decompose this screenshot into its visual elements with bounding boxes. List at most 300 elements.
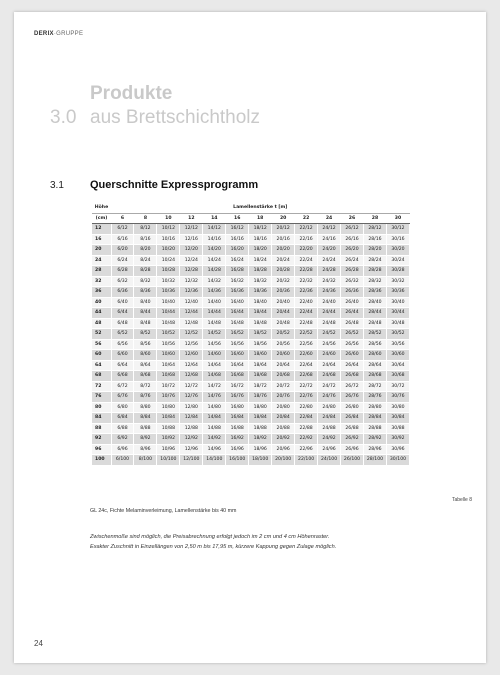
row-height-label: 32 bbox=[92, 276, 111, 287]
table-cell: 12/16 bbox=[180, 234, 203, 245]
column-header: 16 bbox=[226, 213, 249, 224]
table-cell: 20/84 bbox=[272, 413, 295, 424]
table-cell: 16/60 bbox=[226, 350, 249, 361]
table-cell: 8/44 bbox=[134, 308, 157, 319]
table-cell: 14/92 bbox=[203, 434, 226, 445]
section-title: Querschnitte Expressprogramm bbox=[90, 179, 259, 191]
table-cell: 8/16 bbox=[134, 234, 157, 245]
table-cell: 10/40 bbox=[157, 297, 180, 308]
note-text bbox=[90, 532, 336, 552]
table-cell: 18/92 bbox=[249, 434, 272, 445]
table-cell: 8/36 bbox=[134, 287, 157, 298]
table-cell: 6/16 bbox=[111, 234, 134, 245]
table-cell: 28/96 bbox=[363, 444, 386, 455]
row-height-label: 76 bbox=[92, 392, 111, 403]
row-height-label: 28 bbox=[92, 266, 111, 277]
table-row bbox=[92, 329, 410, 340]
table-cell: 6/60 bbox=[111, 350, 134, 361]
table-cell: 14/44 bbox=[203, 308, 226, 319]
table-cell: 12/88 bbox=[180, 423, 203, 434]
table-cell: 10/48 bbox=[157, 318, 180, 329]
table-row bbox=[92, 360, 410, 371]
table-cell: 12/28 bbox=[180, 266, 203, 277]
table-cell: 16/24 bbox=[226, 255, 249, 266]
table-row bbox=[92, 287, 410, 298]
row-height-label: 24 bbox=[92, 255, 111, 266]
table-cell: 18/60 bbox=[249, 350, 272, 361]
table-cell: 26/64 bbox=[341, 360, 364, 371]
table-cell: 6/96 bbox=[111, 444, 134, 455]
table-cell: 20/60 bbox=[272, 350, 295, 361]
brand-name: DERIX bbox=[34, 31, 54, 37]
table-cell: 28/36 bbox=[363, 287, 386, 298]
table-cell: 26/76 bbox=[341, 392, 364, 403]
table-cell: 16/48 bbox=[226, 318, 249, 329]
table-cell: 24/100 bbox=[318, 455, 341, 466]
table-cell: 28/24 bbox=[363, 255, 386, 266]
table-cell: 12/40 bbox=[180, 297, 203, 308]
table-cell: 22/12 bbox=[295, 224, 318, 235]
table-cell: 14/100 bbox=[203, 455, 226, 466]
table-cell: 14/16 bbox=[203, 234, 226, 245]
table-row bbox=[92, 444, 410, 455]
table-cell: 28/64 bbox=[363, 360, 386, 371]
table-cell: 18/12 bbox=[249, 224, 272, 235]
table-cell: 22/64 bbox=[295, 360, 318, 371]
table-cell: 16/36 bbox=[226, 287, 249, 298]
table-cell: 28/72 bbox=[363, 381, 386, 392]
table-cell: 14/80 bbox=[203, 402, 226, 413]
table-cell: 18/76 bbox=[249, 392, 272, 403]
table-cell: 26/20 bbox=[341, 245, 364, 256]
table-cell: 16/32 bbox=[226, 276, 249, 287]
row-height-label: 40 bbox=[92, 297, 111, 308]
table-cell: 8/48 bbox=[134, 318, 157, 329]
table-cell: 10/32 bbox=[157, 276, 180, 287]
table-cell: 30/40 bbox=[386, 297, 409, 308]
table-cell: 20/52 bbox=[272, 329, 295, 340]
table-cell: 16/16 bbox=[226, 234, 249, 245]
table-cell: 28/88 bbox=[363, 423, 386, 434]
table-cell: 6/88 bbox=[111, 423, 134, 434]
table-cell: 16/76 bbox=[226, 392, 249, 403]
table-cell: 10/96 bbox=[157, 444, 180, 455]
table-cell: 12/76 bbox=[180, 392, 203, 403]
table-cell: 8/100 bbox=[134, 455, 157, 466]
column-header: 10 bbox=[157, 213, 180, 224]
table-cell: 8/60 bbox=[134, 350, 157, 361]
table-cell: 12/24 bbox=[180, 255, 203, 266]
table-cell: 12/48 bbox=[180, 318, 203, 329]
table-cell: 12/44 bbox=[180, 308, 203, 319]
table-cell: 10/12 bbox=[157, 224, 180, 235]
table-cell: 12/84 bbox=[180, 413, 203, 424]
table-cell: 16/80 bbox=[226, 402, 249, 413]
table-cell: 24/80 bbox=[318, 402, 341, 413]
table-cell: 20/32 bbox=[272, 276, 295, 287]
column-header: 6 bbox=[111, 213, 134, 224]
row-height-label: 56 bbox=[92, 339, 111, 350]
table-cell: 26/36 bbox=[341, 287, 364, 298]
table-cell: 30/28 bbox=[386, 266, 409, 277]
table-cell: 14/24 bbox=[203, 255, 226, 266]
table-cell: 24/20 bbox=[318, 245, 341, 256]
table-row bbox=[92, 423, 410, 434]
table-cell: 16/88 bbox=[226, 423, 249, 434]
table-cell: 8/12 bbox=[134, 224, 157, 235]
table-cell: 24/92 bbox=[318, 434, 341, 445]
table-cell: 20/24 bbox=[272, 255, 295, 266]
table-cell: 10/16 bbox=[157, 234, 180, 245]
table-cell: 6/28 bbox=[111, 266, 134, 277]
table-cell: 24/96 bbox=[318, 444, 341, 455]
table-cell: 28/60 bbox=[363, 350, 386, 361]
table-cell: 12/96 bbox=[180, 444, 203, 455]
note-line: Zwischenmoße sind möglich, die Preisabrechnung erfolgt jedoch im 2 cm und 4 cm Höhenraster. bbox=[90, 534, 330, 540]
table-cell: 22/44 bbox=[295, 308, 318, 319]
row-height-label: 60 bbox=[92, 350, 111, 361]
row-height-label: 72 bbox=[92, 381, 111, 392]
table-cell: 22/52 bbox=[295, 329, 318, 340]
table-cell: 30/44 bbox=[386, 308, 409, 319]
table-cell: 22/48 bbox=[295, 318, 318, 329]
table-row bbox=[92, 402, 410, 413]
table-row bbox=[92, 297, 410, 308]
table-cell: 22/80 bbox=[295, 402, 318, 413]
table-cell: 6/20 bbox=[111, 245, 134, 256]
table-cell: 10/88 bbox=[157, 423, 180, 434]
table-cell: 8/32 bbox=[134, 276, 157, 287]
table-cell: 18/64 bbox=[249, 360, 272, 371]
table-cell: 10/68 bbox=[157, 371, 180, 382]
table-cell: 10/100 bbox=[157, 455, 180, 466]
table-cell: 8/88 bbox=[134, 423, 157, 434]
table-cell: 12/68 bbox=[180, 371, 203, 382]
table-row bbox=[92, 318, 410, 329]
table-cell: 10/80 bbox=[157, 402, 180, 413]
table-cell: 24/72 bbox=[318, 381, 341, 392]
table-cell: 30/20 bbox=[386, 245, 409, 256]
table-cell: 26/56 bbox=[341, 339, 364, 350]
cross-section-table bbox=[92, 203, 410, 466]
table-cell: 26/52 bbox=[341, 329, 364, 340]
table-cell: 10/84 bbox=[157, 413, 180, 424]
table-cell: 20/92 bbox=[272, 434, 295, 445]
column-header: 30 bbox=[386, 213, 409, 224]
table-cell: 6/76 bbox=[111, 392, 134, 403]
table-cell: 26/48 bbox=[341, 318, 364, 329]
table-cell: 18/96 bbox=[249, 444, 272, 455]
table-cell: 30/80 bbox=[386, 402, 409, 413]
table-cell: 6/92 bbox=[111, 434, 134, 445]
table-cell: 6/36 bbox=[111, 287, 134, 298]
table-cell: 28/44 bbox=[363, 308, 386, 319]
table-cell: 20/100 bbox=[272, 455, 295, 466]
table-cell: 14/72 bbox=[203, 381, 226, 392]
note-line: Exakter Zuschnitt in Einzellängen von 2,50 m bis 17,95 m, kürzere Kappung gegen Zulage möglich. bbox=[90, 544, 337, 550]
table-cell: 22/60 bbox=[295, 350, 318, 361]
table-cell: 30/24 bbox=[386, 255, 409, 266]
row-height-label: 36 bbox=[92, 287, 111, 298]
table-cell: 28/28 bbox=[363, 266, 386, 277]
table-cell: 10/72 bbox=[157, 381, 180, 392]
table-cell: 16/56 bbox=[226, 339, 249, 350]
table-cell: 26/32 bbox=[341, 276, 364, 287]
table-cell: 24/16 bbox=[318, 234, 341, 245]
table-cell: 20/40 bbox=[272, 297, 295, 308]
table-row bbox=[92, 308, 410, 319]
table-cell: 20/72 bbox=[272, 381, 295, 392]
table-cell: 26/68 bbox=[341, 371, 364, 382]
table-cell: 22/72 bbox=[295, 381, 318, 392]
table-cell: 18/16 bbox=[249, 234, 272, 245]
table-cell: 16/84 bbox=[226, 413, 249, 424]
corner-label-height: Höhe bbox=[92, 203, 111, 213]
table-row bbox=[92, 234, 410, 245]
table-cell: 18/100 bbox=[249, 455, 272, 466]
table-cell: 20/48 bbox=[272, 318, 295, 329]
table-cell: 8/68 bbox=[134, 371, 157, 382]
page-subtitle bbox=[50, 107, 260, 129]
table-cell: 24/84 bbox=[318, 413, 341, 424]
table-cell: 24/88 bbox=[318, 423, 341, 434]
table-cell: 16/40 bbox=[226, 297, 249, 308]
table-cell: 10/76 bbox=[157, 392, 180, 403]
table-row bbox=[92, 276, 410, 287]
table-cell: 20/68 bbox=[272, 371, 295, 382]
table-cell: 6/12 bbox=[111, 224, 134, 235]
table-cell: 18/28 bbox=[249, 266, 272, 277]
table-cell: 24/32 bbox=[318, 276, 341, 287]
table-cell: 18/24 bbox=[249, 255, 272, 266]
chapter-title: aus Brettschichtholz bbox=[90, 107, 261, 128]
table-cell: 16/100 bbox=[226, 455, 249, 466]
table-cell: 16/72 bbox=[226, 381, 249, 392]
table-cell: 30/64 bbox=[386, 360, 409, 371]
table-cell: 28/92 bbox=[363, 434, 386, 445]
table-cell: 8/92 bbox=[134, 434, 157, 445]
table-cell: 10/28 bbox=[157, 266, 180, 277]
table-cell: 26/72 bbox=[341, 381, 364, 392]
table-cell: 24/52 bbox=[318, 329, 341, 340]
table-cell: 26/60 bbox=[341, 350, 364, 361]
table-cell: 22/76 bbox=[295, 392, 318, 403]
table-cell: 14/52 bbox=[203, 329, 226, 340]
table-cell: 30/32 bbox=[386, 276, 409, 287]
table-cell: 14/76 bbox=[203, 392, 226, 403]
table-cell: 18/72 bbox=[249, 381, 272, 392]
table-cell: 22/32 bbox=[295, 276, 318, 287]
table-cell: 12/36 bbox=[180, 287, 203, 298]
table-cell: 24/68 bbox=[318, 371, 341, 382]
table-cell: 28/20 bbox=[363, 245, 386, 256]
table-cell: 22/88 bbox=[295, 423, 318, 434]
table-cell: 6/100 bbox=[111, 455, 134, 466]
table-cell: 30/12 bbox=[386, 224, 409, 235]
table-cell: 14/12 bbox=[203, 224, 226, 235]
table-cell: 12/72 bbox=[180, 381, 203, 392]
table-cell: 30/52 bbox=[386, 329, 409, 340]
row-height-label: 80 bbox=[92, 402, 111, 413]
row-height-label: 96 bbox=[92, 444, 111, 455]
table-cell: 8/40 bbox=[134, 297, 157, 308]
table-cell: 20/56 bbox=[272, 339, 295, 350]
table-cell: 20/20 bbox=[272, 245, 295, 256]
table-cell: 12/52 bbox=[180, 329, 203, 340]
table-row bbox=[92, 392, 410, 403]
table-row bbox=[92, 266, 410, 277]
table-cell: 26/12 bbox=[341, 224, 364, 235]
table-cell: 24/64 bbox=[318, 360, 341, 371]
table-cell: 28/76 bbox=[363, 392, 386, 403]
table-cell: 20/16 bbox=[272, 234, 295, 245]
table-cell: 18/84 bbox=[249, 413, 272, 424]
table-row bbox=[92, 413, 410, 424]
table-footnote: GL 24c, Fichte Melaminverleimung, Lamellenstärke bis 40 mm bbox=[90, 508, 237, 514]
table-cell: 28/68 bbox=[363, 371, 386, 382]
table-cell: 26/24 bbox=[341, 255, 364, 266]
table-cell: 6/52 bbox=[111, 329, 134, 340]
table-cell: 26/16 bbox=[341, 234, 364, 245]
table-cell: 20/36 bbox=[272, 287, 295, 298]
table-cell: 18/88 bbox=[249, 423, 272, 434]
table-cell: 14/48 bbox=[203, 318, 226, 329]
table-row bbox=[92, 224, 410, 235]
table-cell: 18/80 bbox=[249, 402, 272, 413]
table-cell: 16/92 bbox=[226, 434, 249, 445]
table-cell: 16/52 bbox=[226, 329, 249, 340]
table-cell: 30/72 bbox=[386, 381, 409, 392]
row-height-label: 48 bbox=[92, 318, 111, 329]
table-cell: 10/44 bbox=[157, 308, 180, 319]
table-cell: 8/20 bbox=[134, 245, 157, 256]
corner-label-unit: (cm) bbox=[92, 213, 111, 224]
table-cell: 28/56 bbox=[363, 339, 386, 350]
table-cell: 20/44 bbox=[272, 308, 295, 319]
table-cell: 8/64 bbox=[134, 360, 157, 371]
table-cell: 30/96 bbox=[386, 444, 409, 455]
table-cell: 30/76 bbox=[386, 392, 409, 403]
table-row bbox=[92, 339, 410, 350]
table-cell: 6/40 bbox=[111, 297, 134, 308]
column-header: 18 bbox=[249, 213, 272, 224]
table-cell: 8/52 bbox=[134, 329, 157, 340]
table-cell: 30/92 bbox=[386, 434, 409, 445]
table-cell: 6/24 bbox=[111, 255, 134, 266]
table-cell: 24/76 bbox=[318, 392, 341, 403]
table-cell: 22/96 bbox=[295, 444, 318, 455]
table-cell: 28/48 bbox=[363, 318, 386, 329]
column-header: 14 bbox=[203, 213, 226, 224]
table-cell: 14/96 bbox=[203, 444, 226, 455]
table-cell: 12/100 bbox=[180, 455, 203, 466]
table-row bbox=[92, 245, 410, 256]
table-cell: 30/60 bbox=[386, 350, 409, 361]
table-cell: 6/68 bbox=[111, 371, 134, 382]
table-cell: 14/88 bbox=[203, 423, 226, 434]
column-header: 20 bbox=[272, 213, 295, 224]
table-cell: 24/60 bbox=[318, 350, 341, 361]
table-cell: 14/36 bbox=[203, 287, 226, 298]
table-row bbox=[92, 255, 410, 266]
table-row bbox=[92, 350, 410, 361]
table-cell: 24/24 bbox=[318, 255, 341, 266]
table-cell: 20/76 bbox=[272, 392, 295, 403]
table-cell: 18/56 bbox=[249, 339, 272, 350]
table-cell: 28/32 bbox=[363, 276, 386, 287]
table-cell: 14/40 bbox=[203, 297, 226, 308]
table-cell: 16/44 bbox=[226, 308, 249, 319]
table-cell: 12/80 bbox=[180, 402, 203, 413]
table-cell: 26/96 bbox=[341, 444, 364, 455]
row-height-label: 84 bbox=[92, 413, 111, 424]
table-cell: 6/44 bbox=[111, 308, 134, 319]
column-header: 26 bbox=[341, 213, 364, 224]
table-cell: 24/36 bbox=[318, 287, 341, 298]
table-cell: 12/56 bbox=[180, 339, 203, 350]
table-cell: 6/64 bbox=[111, 360, 134, 371]
page-number: 24 bbox=[34, 639, 43, 648]
row-height-label: 20 bbox=[92, 245, 111, 256]
table-cell: 26/100 bbox=[341, 455, 364, 466]
section-number: 3.1 bbox=[50, 180, 64, 191]
table-cell: 14/68 bbox=[203, 371, 226, 382]
table-cell: 16/20 bbox=[226, 245, 249, 256]
table-cell: 10/24 bbox=[157, 255, 180, 266]
table-cell: 30/68 bbox=[386, 371, 409, 382]
table-cell: 10/56 bbox=[157, 339, 180, 350]
table-cell: 30/48 bbox=[386, 318, 409, 329]
table-cell: 24/44 bbox=[318, 308, 341, 319]
row-height-label: 92 bbox=[92, 434, 111, 445]
table-cell: 30/100 bbox=[386, 455, 409, 466]
table-row bbox=[92, 381, 410, 392]
table-cell: 6/32 bbox=[111, 276, 134, 287]
row-height-label: 16 bbox=[92, 234, 111, 245]
table-cell: 8/72 bbox=[134, 381, 157, 392]
table-cell: 20/64 bbox=[272, 360, 295, 371]
table-cell: 18/52 bbox=[249, 329, 272, 340]
table-cell: 24/12 bbox=[318, 224, 341, 235]
table-row bbox=[92, 434, 410, 445]
table-cell: 8/76 bbox=[134, 392, 157, 403]
table-cell: 24/56 bbox=[318, 339, 341, 350]
table-cell: 18/20 bbox=[249, 245, 272, 256]
table-cell: 14/20 bbox=[203, 245, 226, 256]
table-cell: 28/52 bbox=[363, 329, 386, 340]
table-cell: 18/68 bbox=[249, 371, 272, 382]
table-cell: 20/96 bbox=[272, 444, 295, 455]
table-cell: 18/44 bbox=[249, 308, 272, 319]
table-cell: 8/84 bbox=[134, 413, 157, 424]
table-cell: 6/48 bbox=[111, 318, 134, 329]
page-title: Produkte bbox=[90, 83, 173, 104]
table-cell: 28/40 bbox=[363, 297, 386, 308]
table-cell: 28/80 bbox=[363, 402, 386, 413]
table-cell: 18/48 bbox=[249, 318, 272, 329]
row-height-label: 88 bbox=[92, 423, 111, 434]
table-cell: 16/28 bbox=[226, 266, 249, 277]
table-cell: 22/28 bbox=[295, 266, 318, 277]
table-cell: 12/64 bbox=[180, 360, 203, 371]
row-height-label: 44 bbox=[92, 308, 111, 319]
table-cell: 18/40 bbox=[249, 297, 272, 308]
table-cell: 20/80 bbox=[272, 402, 295, 413]
table-cell: 30/36 bbox=[386, 287, 409, 298]
table-cell: 14/56 bbox=[203, 339, 226, 350]
table-cell: 12/60 bbox=[180, 350, 203, 361]
table-cell: 22/16 bbox=[295, 234, 318, 245]
